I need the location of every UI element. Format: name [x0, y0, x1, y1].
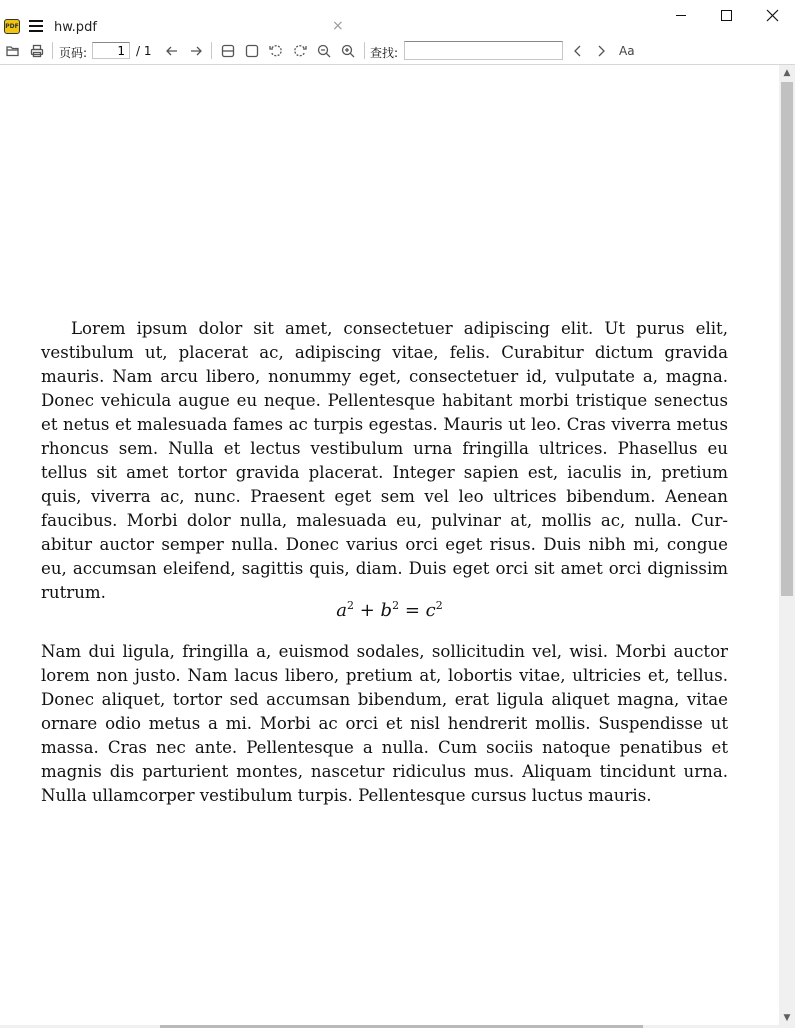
chevron-left-icon [570, 43, 586, 59]
find-next-button[interactable] [591, 41, 611, 61]
equation-exponent: 2 [346, 599, 354, 612]
maximize-button[interactable] [703, 0, 749, 30]
fit-page-icon [244, 43, 260, 59]
document-view[interactable] [0, 65, 779, 1025]
find-label: 查找: [370, 46, 399, 60]
open-folder-icon [5, 43, 21, 59]
find-input[interactable] [404, 41, 563, 60]
toolbar-divider [364, 42, 365, 59]
rotate-left-icon [268, 43, 284, 59]
equation-term: a [336, 600, 347, 621]
equation-exponent: 2 [435, 599, 443, 612]
vertical-scrollbar[interactable] [779, 65, 795, 1028]
page-label: 页码: [59, 46, 88, 60]
rotate-right-button[interactable] [290, 41, 310, 61]
fit-page-button[interactable] [242, 41, 262, 61]
page-total: / 1 [136, 44, 152, 58]
zoom-out-icon [316, 43, 332, 59]
document-tab[interactable] [48, 14, 348, 38]
toolbar-divider [52, 42, 53, 59]
equation-operator: + [359, 600, 375, 621]
find-previous-button[interactable] [568, 41, 588, 61]
chevron-right-icon [593, 43, 609, 59]
previous-page-button[interactable] [162, 41, 182, 61]
close-icon [766, 9, 779, 22]
toolbar-divider [211, 42, 212, 59]
vertical-scroll-thumb[interactable] [781, 82, 793, 596]
equation-operator: = [404, 600, 420, 621]
rotate-left-button[interactable] [266, 41, 286, 61]
zoom-in-icon [340, 43, 356, 59]
scroll-down-icon[interactable]: ▼ [783, 1013, 791, 1023]
minimize-button[interactable] [658, 0, 704, 30]
arrow-right-icon [188, 43, 204, 59]
title-bar [0, 0, 795, 38]
tab-close-icon[interactable]: × [332, 18, 344, 34]
equation-term: b [380, 600, 393, 621]
fit-width-button[interactable] [218, 41, 238, 61]
tab-title: hw.pdf [54, 20, 97, 35]
hamburger-menu-icon[interactable] [29, 20, 43, 32]
match-case-icon[interactable]: Aa [619, 44, 635, 58]
equation-exponent: 2 [392, 599, 400, 612]
app-logo-icon[interactable]: PDF [4, 19, 20, 34]
body-paragraph: Nam dui ligula, fringilla a, euismod sodales, sollicitudin vel, wisi. Morbi auctor lorem non justo. Nam lacus libero, pretium at, lobortis vitae, ultricies et, tellus. Donec aliquet, tortor sed accumsan bibendum, erat ligula aliquet magna, vitae ornare odio metus a mi. Morbi ac orci et nisl hendrerit mollis. Suspendisse ut massa. Cras nec ante. Pellentesque a nulla. Cum sociis natoque penatibus et magnis dis parturient montes, nascetur ridiculus mus. Aliquam tincidunt urna. Nulla ullamcorper vestibulum turpis. Pellentesque cursus luctus mauris. [41, 642, 728, 805]
body-paragraph: Lorem ipsum dolor sit amet, consectetuer adipiscing elit. Ut purus elit, vestibulum ut, placerat ac, adipiscing vitae, felis. Curabitur dictum gravida mauris. Nam arcu libero, nonummy eget, consectetuer id, vulputate a, magna. Donec vehicula augue eu neque. Pellentesque habitant morbi tristique senectus et netus et malesuada fames ac turpis egestas. Mauris ut leo. Cras viverra metus rhoncus sem. Nulla et lectus vestibulum urna fringilla ultrices. Phasellus eu tellus sit amet tortor gravida placerat. Integer sapien est, iaculis in, pretium quis, viverra ac, nunc. Praesent eget sem vel leo ultrices bibendum. Aenean faucibus. Morbi dolor nulla, malesuada eu, pulvinar at, mollis ac, nulla. Curabitur auctor semper nulla. Donec varius orci eget risus. Duis nibh mi, congue eu, accumsan eleifend, sagittis quis, diam. Duis eget orci sit amet orci dignissim rutrum. [41, 319, 728, 602]
rotate-right-icon [292, 43, 308, 59]
print-icon [29, 43, 45, 59]
open-button[interactable] [3, 41, 23, 61]
next-page-button[interactable] [186, 41, 206, 61]
toolbar [0, 38, 795, 65]
arrow-left-icon [164, 43, 180, 59]
close-window-button[interactable] [749, 0, 795, 30]
equation-term: c [425, 600, 436, 621]
print-button[interactable] [27, 41, 47, 61]
page-number-input[interactable] [92, 42, 130, 59]
scroll-up-icon[interactable]: ▲ [783, 68, 791, 78]
zoom-out-button[interactable] [314, 41, 334, 61]
zoom-in-button[interactable] [338, 41, 358, 61]
fit-width-icon [220, 43, 236, 59]
equation [0, 599, 779, 621]
